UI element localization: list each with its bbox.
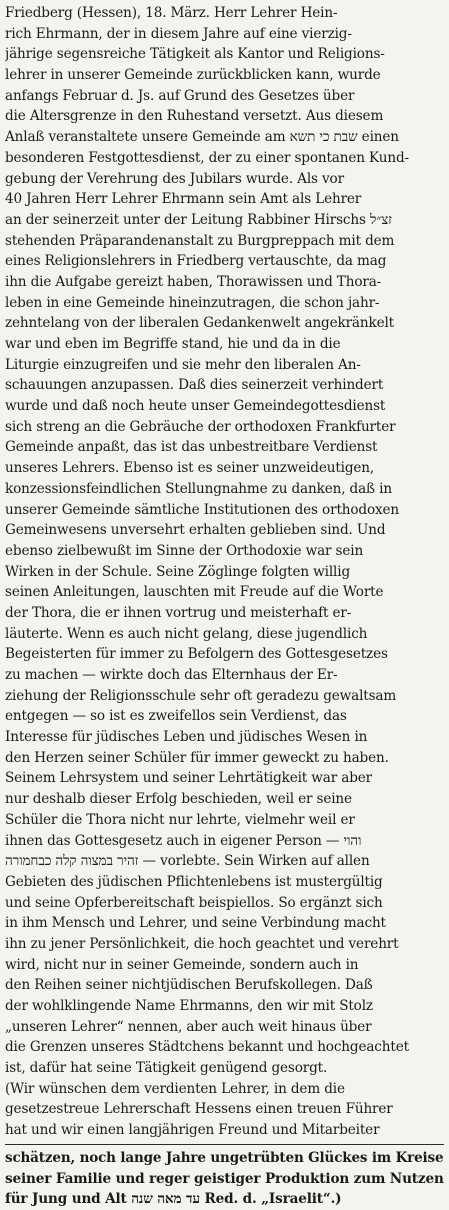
article-line: Interesse für jüdisches Leben und jüdisches Wesen in [5, 729, 368, 746]
article-line: unseres Lehrers. Ebenso ist es seiner unzweideutigen, [5, 460, 375, 477]
article-line: den Herzen seiner Schüler für immer geweckt zu haben. [5, 749, 389, 766]
article-line: konzessionsfeindlichen Stellungnahme zu danken, daß in [5, 480, 392, 497]
article-line: (Wir wünschen dem verdienten Lehrer, in dem die [5, 1080, 345, 1097]
divider-rule [5, 1144, 444, 1145]
closing-line: schätzen, noch lange Jahre ungetrübten Glückes im Kreise [5, 1149, 444, 1166]
article-line: Wirken in der Schule. Seine Zöglinge folgten willig [5, 563, 350, 580]
article-line: stehenden Präparandenanstalt zu Burgpreppach mit dem [5, 232, 395, 249]
article-line: ihn die Aufgabe gereizt haben, Thorawissen und Thora- [5, 273, 382, 290]
article-line: die Altersgrenze in den Ruhestand versetzt. Aus diesem [5, 108, 384, 125]
article-line: an der seinerzeit unter der Leitung Rabbiner Hirschs זצ״ל [5, 211, 392, 228]
article-line: gebung der Verehrung des Jubilars wurde. Als vor [5, 170, 344, 187]
article-line: זהיר במצוה קלה כבחמורה — vorlebte. Sein Wirken auf allen [5, 853, 370, 870]
article-line: die Grenzen unseres Städtchens bekannt und hochgeachtet [5, 1039, 409, 1056]
article-line: ihnen das Gottesgesetz auch in eigener Person — והוי [5, 832, 362, 849]
article-closing [5, 1148, 444, 1210]
article-line: Liturgie einzugreifen und sie mehr den liberalen An- [5, 356, 361, 373]
article-line: zehntelang von der liberalen Gedankenwelt angekränkelt [5, 315, 394, 332]
article-line: war und eben im Begriffe stand, hie und da in die [5, 336, 341, 352]
closing-line: für Jung und Alt עד מאה שנה Red. d. „Israelit“.) [5, 1191, 342, 1208]
article-line: Begeisterten für immer zu Befolgern des Gottesgesetzes [5, 646, 388, 663]
article-line: rich Ehrmann, der in diesem Jahre auf eine vierzig- [5, 25, 352, 42]
article-line: in ihm Mensch und Lehrer, und seine Verbindung macht [5, 915, 386, 932]
article-line: Anlaß veranstaltete unsere Gemeinde am שבת כי תשא einen [5, 129, 399, 146]
article-line: jährige segensreiche Tätigkeit als Kantor und Religions- [5, 46, 385, 63]
article-line: gesetzestreue Lehrerschaft Hessens einen treuen Führer [5, 1101, 393, 1118]
article-line: ihn zu jener Persönlichkeit, die hoch geachtet und verehrt [5, 935, 399, 952]
article-line: eines Religionslehrers in Friedberg vertauschte, da mag [5, 253, 387, 270]
article-line: anfangs Februar d. Js. auf Grund des Gesetzes über [5, 87, 355, 104]
article-line: unserer Gemeinde sämtliche Institutionen des orthodoxen [5, 501, 399, 518]
article-line: sich streng an die Gebräuche der orthodoxen Frankfurter [5, 418, 396, 435]
article-line: Friedberg (Hessen), 18. März. Herr Lehrer Hein- [5, 5, 338, 21]
article-line: wurde und daß noch heute unser Gemeindegottesdienst [5, 398, 386, 415]
article-line: wird, nicht nur in seiner Gemeinde, sondern auch in [5, 956, 359, 973]
article-line: leben in eine Gemeinde hineinzutragen, die schon jahr- [5, 294, 380, 311]
article-line: läuterte. Wenn es auch nicht gelang, diese jugendlich [5, 625, 368, 642]
closing-line: seiner Familie und reger geistiger Produktion zum Nutzen [5, 1170, 444, 1187]
article-line: den Reihen seiner nichtjüdischen Berufskollegen. Daß [5, 977, 373, 994]
article-line: nur deshalb dieser Erfolg beschieden, weil er seine [5, 791, 352, 808]
article-line: lehrer in unserer Gemeinde zurückblicken kann, wurde [5, 67, 381, 84]
article-line: Gemeinwesens unversehrt erhalten geblieben sind. Und [5, 522, 386, 539]
article-line: 40 Jahren Herr Lehrer Ehrmann sein Amt als Lehrer [5, 191, 362, 208]
article-line: zu machen — wirkte doch das Elternhaus der Er- [5, 667, 338, 683]
article-line: entgegen — so ist es zweifellos sein Verdienst, das [5, 708, 347, 725]
article-line: Seinem Lehrsystem und seiner Lehrtätigkeit war aber [5, 770, 372, 787]
article-line: besonderen Festgottesdienst, der zu einer spontanen Kund- [5, 149, 409, 166]
article-line: ziehung der Religionsschule sehr oft geradezu gewaltsam [5, 687, 397, 704]
article-line: seinen Anleitungen, lauschten mit Freude auf die Worte [5, 584, 384, 601]
article-line: der wohlklingende Name Ehrmanns, den wir mit Stolz [5, 998, 373, 1014]
article-line: hat und wir einen langjährigen Freund und Mitarbeiter [5, 1122, 380, 1139]
article-line: schauungen anzupassen. Daß dies seinerzeit verhindert [5, 377, 384, 394]
article-line: ist, dafür hat seine Tätigkeit genügend gesorgt. [5, 1060, 328, 1077]
article-line: ebenso zielbewußt im Sinne der Orthodoxie war sein [5, 542, 364, 559]
article-line: der Thora, die er ihnen vortrug und meisterhaft er- [5, 604, 352, 621]
article-line: Schüler die Thora nicht nur lehrte, vielmehr weil er [5, 811, 355, 828]
article-line: Gemeinde anpaßt, das ist das unbestreitbare Verdienst [5, 439, 378, 456]
article-line: „unseren Lehrer“ nennen, aber auch weit hinaus über [5, 1018, 372, 1035]
article-line: und seine Opferbereitschaft beispiellos. So ergänzt sich [5, 894, 383, 911]
article-body [5, 3, 444, 1141]
article-line: Gebieten des jüdischen Pflichtenlebens ist mustergültig [5, 873, 383, 890]
